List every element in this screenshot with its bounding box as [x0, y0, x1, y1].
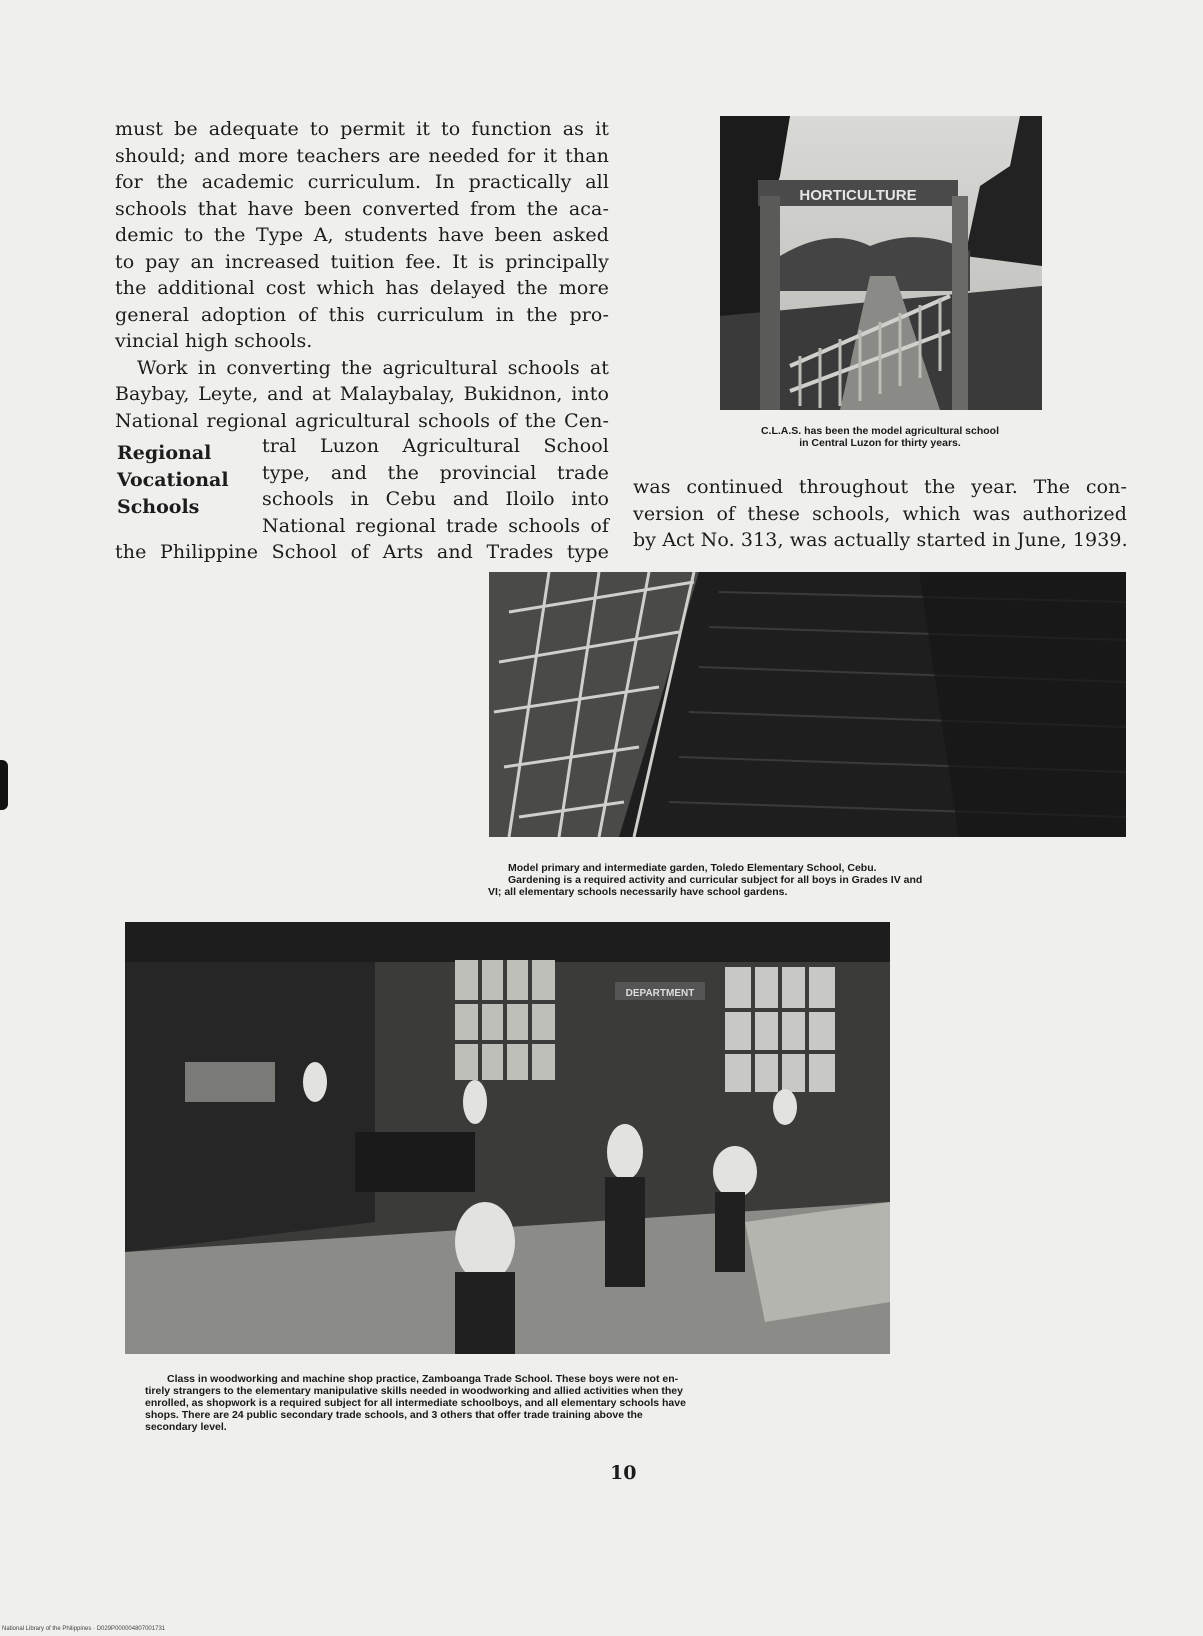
side-heading-line: Regional: [117, 442, 212, 464]
caption-line: tirely strangers to the elementary manipulative skills needed in woodworking and allied activities when they: [145, 1385, 683, 1397]
text-line: the additional cost which has delayed the more: [115, 277, 609, 299]
text-line: for the academic curriculum. In practically all: [115, 171, 609, 193]
text-line: type, and the provincial trade: [262, 461, 609, 484]
workshop-illustration: [125, 922, 890, 1354]
text-line: was continued throughout the year. The con-: [633, 476, 1127, 498]
caption-line: shops. There are 24 public secondary trade schools, and 3 others that offer trade training above the: [145, 1409, 643, 1421]
binding-mark: [0, 760, 8, 810]
text-line: schools in Cebu and Iloilo into: [262, 488, 609, 510]
caption-line: secondary level.: [145, 1421, 227, 1433]
caption-line: enrolled, as shopwork is a required subject for all intermediate schoolboys, and all elementary schools have: [145, 1397, 686, 1409]
body-text-wrap: [262, 433, 609, 539]
text-line: schools that have been converted from the aca-: [115, 197, 609, 220]
workshop-sign-text: DEPARTMENT: [625, 988, 695, 999]
body-text-last-line: [115, 539, 609, 566]
text-line: by Act No. 313, was actually started in June, 1939.: [633, 529, 1128, 551]
text-line: the Philippine School of Arts and Trades type: [115, 541, 609, 563]
photo-garden-caption: [488, 862, 1128, 898]
text-line: National regional agricultural schools of the Cen-: [115, 409, 609, 432]
side-heading-line: Vocational: [117, 469, 229, 491]
text-line: demic to the Type A, students have been asked: [115, 224, 609, 246]
footer-note: National Library of the Philippines · D029P000004807001731: [2, 1626, 166, 1632]
photo-workshop-caption: [145, 1373, 890, 1433]
text-line: must be adequate to permit it to function as it: [115, 118, 609, 140]
caption-line: Model primary and intermediate garden, Toledo Elementary School, Cebu.: [508, 862, 877, 874]
body-text-column-2: [633, 474, 1127, 554]
photo-garden: [489, 572, 1126, 837]
page-number: 10: [610, 1462, 637, 1484]
text-line: to pay an increased tuition fee. It is principally: [115, 250, 609, 273]
photo-gate-caption: [705, 425, 1055, 449]
text-line: vincial high schools.: [115, 330, 313, 352]
photo-gate: [720, 116, 1042, 410]
text-line: Work in converting the agricultural schools at: [137, 356, 609, 379]
caption-line: C.L.A.S. has been the model agricultural school: [760, 425, 1000, 437]
garden-illustration: [489, 572, 1126, 837]
caption-line: VI; all elementary schools necessarily have school gardens.: [488, 886, 788, 898]
caption-line: Gardening is a required activity and curricular subject for all boys in Grades IV and: [508, 874, 923, 886]
gate-illustration: [720, 116, 1042, 410]
side-heading: [117, 440, 257, 521]
text-line: National regional trade schools of: [262, 514, 609, 537]
text-line: general adoption of this curriculum in the pro-: [115, 303, 609, 326]
text-line: should; and more teachers are needed for it than: [115, 144, 609, 167]
text-line: Baybay, Leyte, and at Malaybalay, Bukidnon, into: [115, 383, 609, 405]
photo-workshop: [125, 922, 890, 1354]
caption-line: Class in woodworking and machine shop practice, Zamboanga Trade School. These boys were not en-: [167, 1373, 679, 1385]
side-heading-line: Schools: [117, 496, 200, 518]
body-text-column-1: [115, 116, 609, 434]
gate-sign-text: HORTICULTURE: [799, 187, 917, 204]
caption-line: in Central Luzon for thirty years.: [799, 437, 961, 449]
text-line: version of these schools, which was authorized: [633, 502, 1127, 525]
text-line: tral Luzon Agricultural School: [262, 435, 609, 457]
